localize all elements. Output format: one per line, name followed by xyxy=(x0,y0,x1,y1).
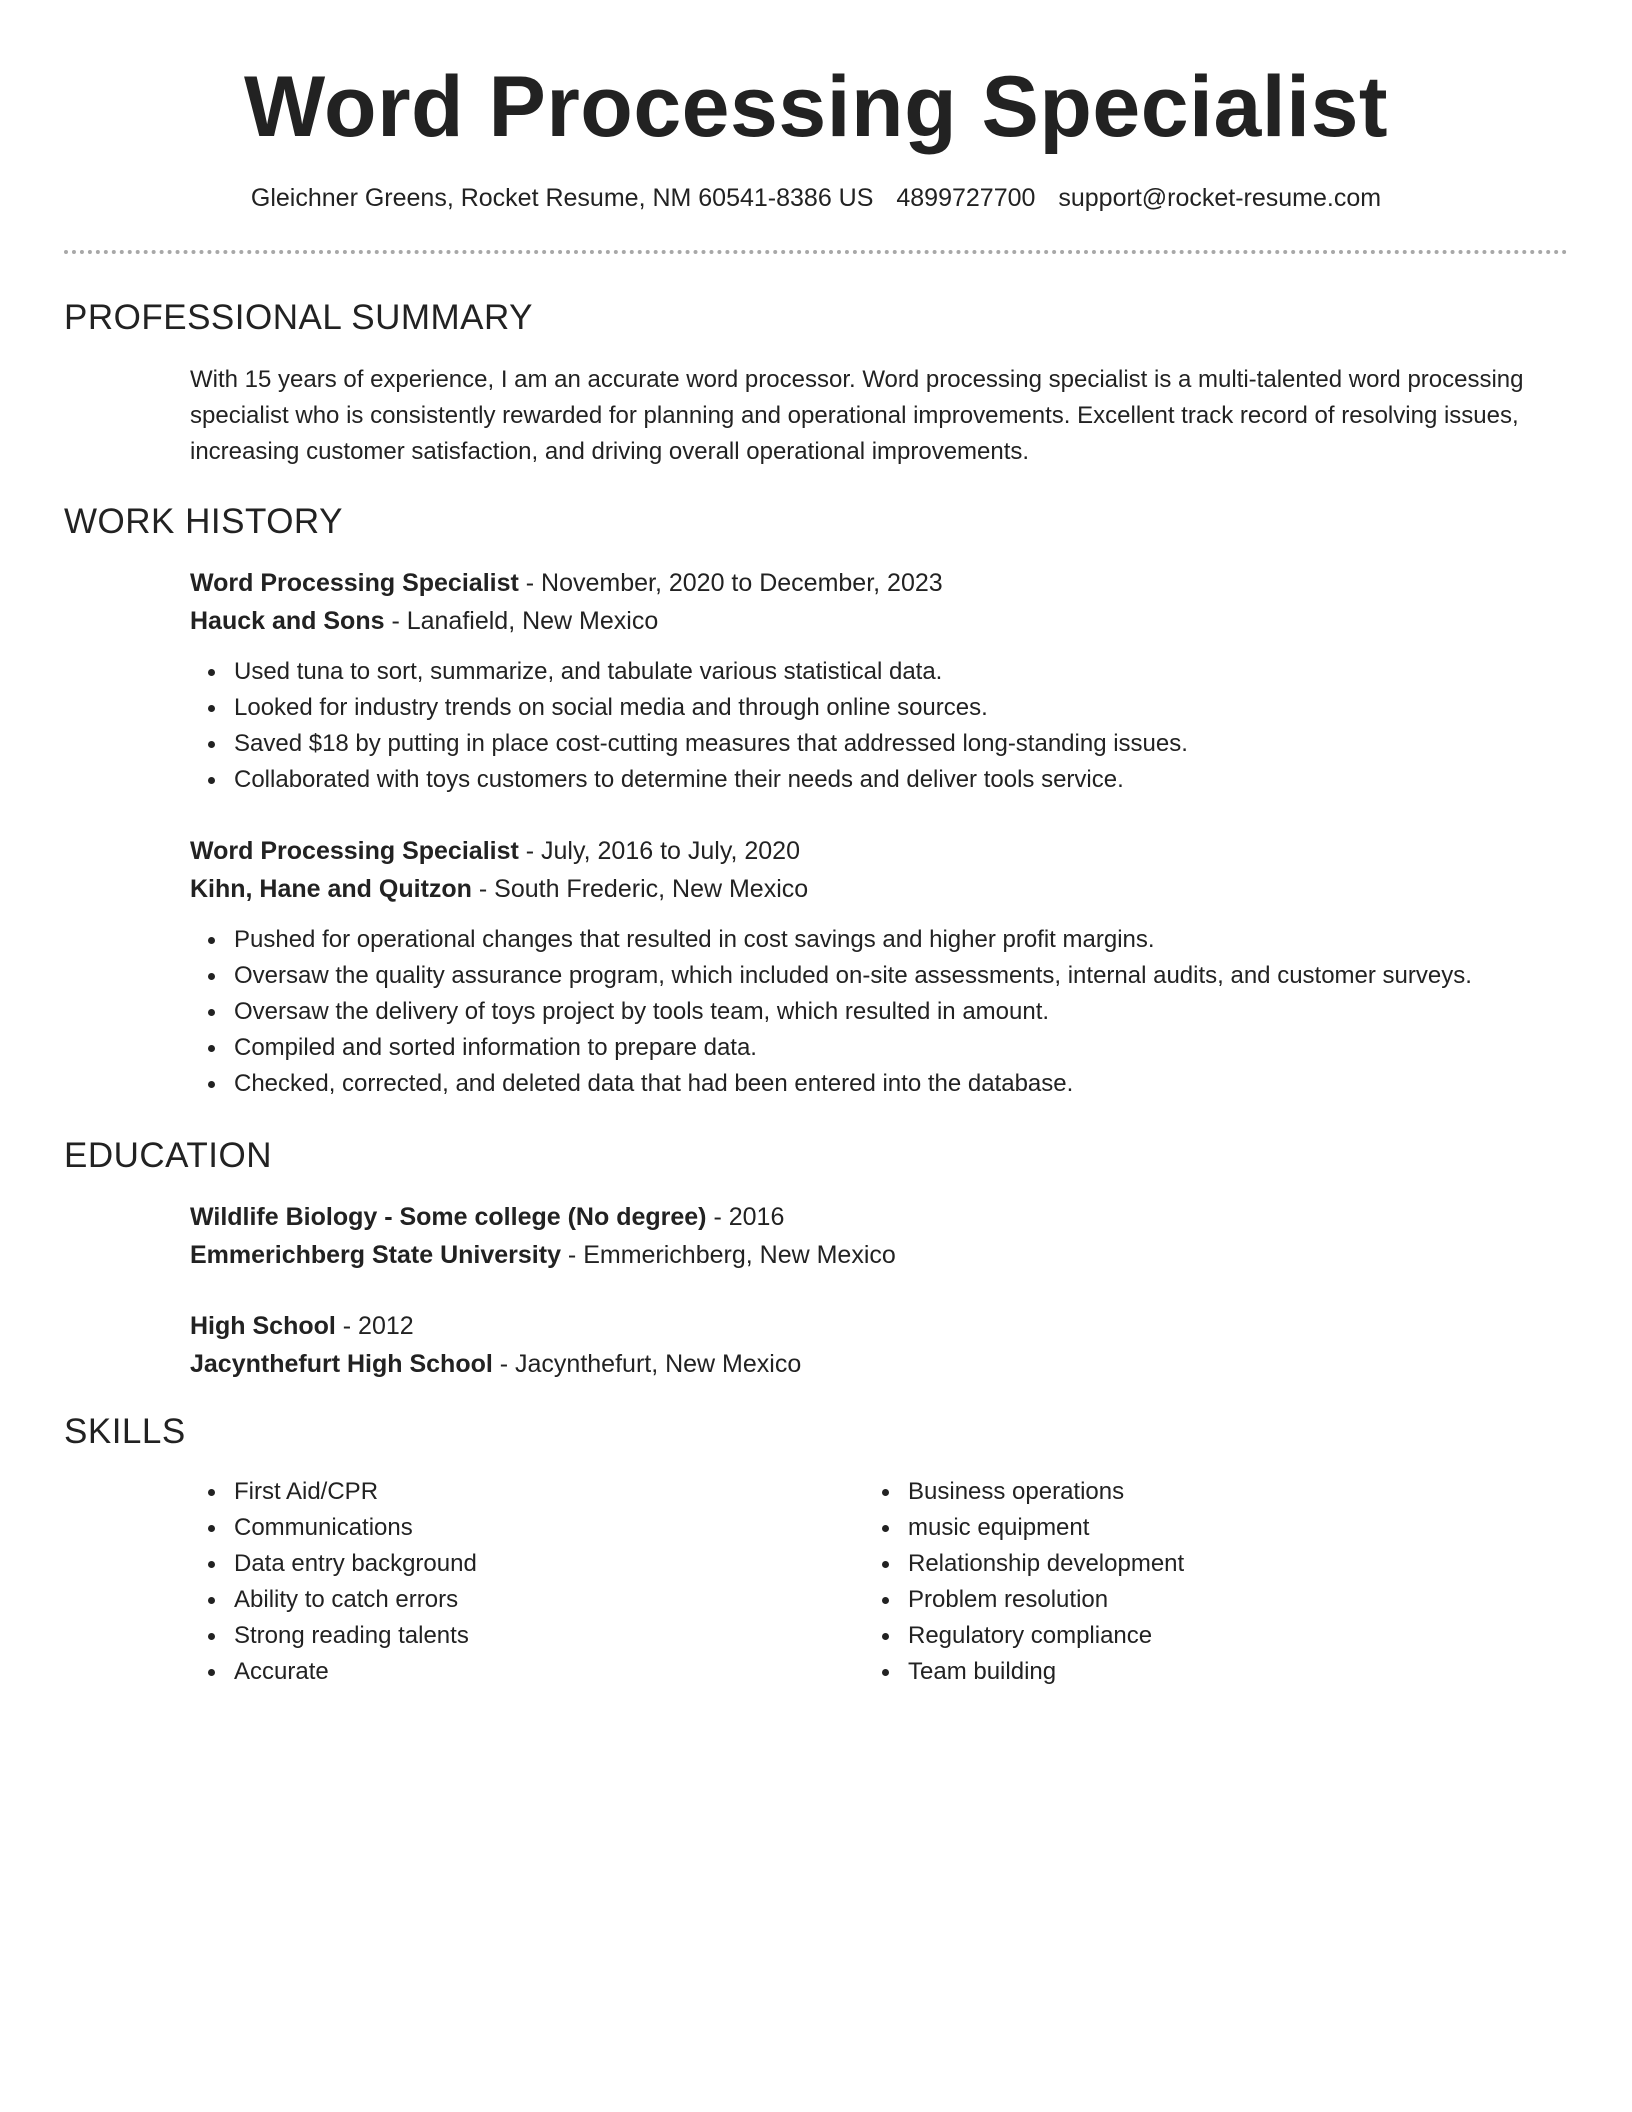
contact-phone: 4899727700 xyxy=(896,184,1036,212)
skills-section xyxy=(190,1474,1570,1704)
school-location: - Jacynthefurt, New Mexico xyxy=(492,1350,802,1378)
degree: Wildlife Biology - Some college (No degree) xyxy=(190,1203,707,1231)
job-title-line xyxy=(190,832,1570,870)
skill-item: Team building xyxy=(908,1654,1184,1690)
school: Emmerichberg State University xyxy=(190,1241,561,1269)
list-item: Oversaw the quality assurance program, which included on-site assessments, internal audits, and customer surveys. xyxy=(234,958,1570,994)
job-title-line xyxy=(190,564,1570,602)
job-role: Word Processing Specialist xyxy=(190,837,519,865)
resume-name-heading: Word Processing Specialist xyxy=(243,59,1389,155)
list-item: Collaborated with toys customers to determine their needs and deliver tools service. xyxy=(234,762,1570,798)
summary-section xyxy=(190,362,1530,470)
skill-item: Relationship development xyxy=(908,1546,1184,1582)
degree-year: - 2012 xyxy=(335,1312,414,1340)
list-item: Checked, corrected, and deleted data that had been entered into the database. xyxy=(234,1066,1570,1102)
section-title-education: EDUCATION xyxy=(64,1136,273,1175)
degree: High School xyxy=(190,1312,336,1340)
school-location: - Emmerichberg, New Mexico xyxy=(560,1241,896,1269)
contact-email: support@rocket-resume.com xyxy=(1058,184,1382,212)
job-company: Kihn, Hane and Quitzon xyxy=(190,875,472,903)
contact-line xyxy=(0,180,1632,216)
school: Jacynthefurt High School xyxy=(190,1350,493,1378)
job-entry-1 xyxy=(190,564,1570,798)
school-line xyxy=(190,1236,1570,1274)
section-title-work-history: WORK HISTORY xyxy=(64,502,343,541)
skill-item: music equipment xyxy=(908,1510,1184,1546)
skills-column-left xyxy=(190,1474,477,1690)
job-bullets xyxy=(190,654,1570,798)
job-location: - South Frederic, New Mexico xyxy=(471,875,809,903)
skills-list-right xyxy=(864,1474,1184,1690)
list-item: Used tuna to sort, summarize, and tabulate various statistical data. xyxy=(234,654,1570,690)
education-entry-1 xyxy=(190,1198,1570,1274)
skill-item: Business operations xyxy=(908,1474,1184,1510)
job-location: - Lanafield, New Mexico xyxy=(384,607,659,635)
job-bullets xyxy=(190,922,1570,1102)
list-item: Looked for industry trends on social media and through online sources. xyxy=(234,690,1570,726)
job-company-line xyxy=(190,602,1570,640)
list-item: Pushed for operational changes that resulted in cost savings and higher profit margins. xyxy=(234,922,1570,958)
section-title-summary: PROFESSIONAL SUMMARY xyxy=(64,298,533,337)
job-company-line xyxy=(190,870,1570,908)
skill-item: Problem resolution xyxy=(908,1582,1184,1618)
skills-list-left xyxy=(190,1474,477,1690)
job-entry-2 xyxy=(190,832,1570,1102)
school-line xyxy=(190,1345,1570,1383)
skill-item: Strong reading talents xyxy=(234,1618,477,1654)
education-entry-2 xyxy=(190,1307,1570,1383)
degree-year: - 2016 xyxy=(706,1203,785,1231)
skill-item: Ability to catch errors xyxy=(234,1582,477,1618)
job-company: Hauck and Sons xyxy=(190,607,385,635)
degree-line xyxy=(190,1198,1570,1236)
skills-column-right xyxy=(864,1474,1184,1690)
job-dates: - November, 2020 to December, 2023 xyxy=(518,569,943,597)
skill-item: Data entry background xyxy=(234,1546,477,1582)
list-item: Compiled and sorted information to prepare data. xyxy=(234,1030,1570,1066)
job-role: Word Processing Specialist xyxy=(190,569,519,597)
contact-address: Gleichner Greens, Rocket Resume, NM 60541-8386 US xyxy=(250,184,874,212)
skill-item: Communications xyxy=(234,1510,477,1546)
list-item: Saved $18 by putting in place cost-cutting measures that addressed long-standing issues. xyxy=(234,726,1570,762)
list-item: Oversaw the delivery of toys project by tools team, which resulted in amount. xyxy=(234,994,1570,1030)
section-title-skills: SKILLS xyxy=(64,1412,186,1451)
skill-item: First Aid/CPR xyxy=(234,1474,477,1510)
skill-item: Regulatory compliance xyxy=(908,1618,1184,1654)
job-dates: - July, 2016 to July, 2020 xyxy=(518,837,800,865)
summary-text: With 15 years of experience, I am an accurate word processor. Word processing specialist is a multi-talented word processing specialist who is consistently rewarded for planning and operational improvements. Excellent track record of resolving issues, increasing customer satisfaction, and driving overall operational improvements. xyxy=(190,366,1524,465)
degree-line xyxy=(190,1307,1570,1345)
skill-item: Accurate xyxy=(234,1654,477,1690)
header-divider xyxy=(64,250,1568,254)
